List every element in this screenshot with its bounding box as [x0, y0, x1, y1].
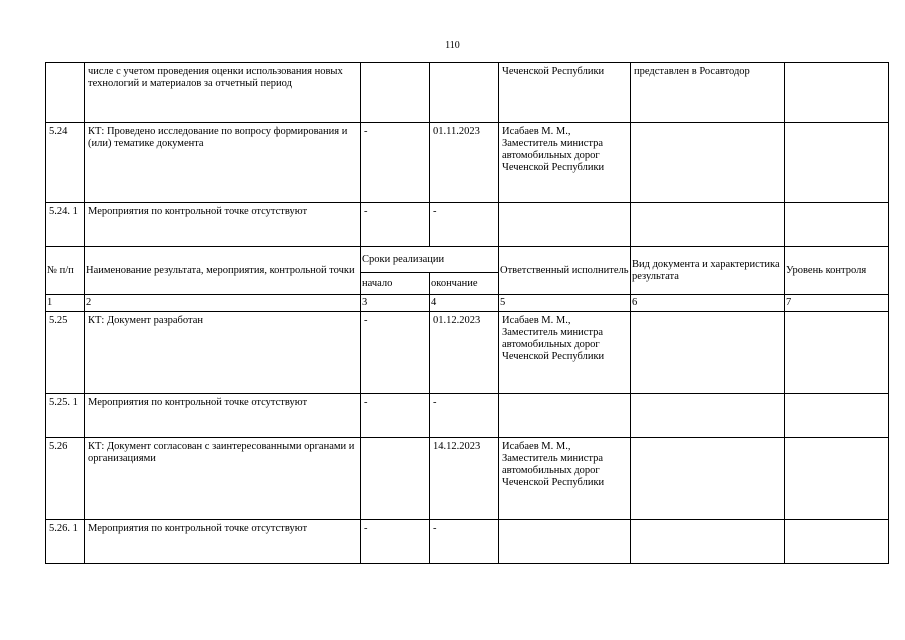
header-idx: 6	[631, 295, 785, 312]
cell-num: 5.26	[46, 438, 85, 520]
header-executor: Ответственный исполнитель	[499, 247, 631, 295]
cell-executor: Исабаев М. М., Заместитель министра автомобильных дорог Чеченской Республики	[499, 123, 631, 203]
cell-start: -	[361, 520, 430, 564]
page-number: 110	[445, 40, 460, 51]
cell-name: Мероприятия по контрольной точке отсутствуют	[85, 203, 361, 247]
cell-end: 01.12.2023	[430, 312, 499, 394]
cell-end	[430, 63, 499, 123]
cell-start	[361, 438, 430, 520]
cell-level	[785, 123, 889, 203]
cell-doc: представлен в Росавтодор	[631, 63, 785, 123]
cell-executor	[499, 394, 631, 438]
header-idx: 5	[499, 295, 631, 312]
cell-start: -	[361, 394, 430, 438]
continued-row	[46, 63, 889, 123]
header-idx: 3	[361, 295, 430, 312]
cell-end: 01.11.2023	[430, 123, 499, 203]
cell-end: -	[430, 394, 499, 438]
cell-name: КТ: Документ разработан	[85, 312, 361, 394]
cell-name: КТ: Проведено исследование по вопросу формирования и (или) тематике документа	[85, 123, 361, 203]
header-dates: Сроки реализации	[361, 247, 499, 273]
header-idx: 7	[785, 295, 889, 312]
cell-start: -	[361, 203, 430, 247]
cell-executor: Исабаев М. М., Заместитель министра автомобильных дорог Чеченской Республики	[499, 438, 631, 520]
cell-level	[785, 394, 889, 438]
table-row	[46, 123, 889, 203]
cell-end: -	[430, 520, 499, 564]
header-idx: 4	[430, 295, 499, 312]
cell-doc	[631, 312, 785, 394]
cell-doc	[631, 123, 785, 203]
cell-level	[785, 438, 889, 520]
table-row	[46, 312, 889, 394]
cell-num: 5.24. 1	[46, 203, 85, 247]
cell-num: 5.26. 1	[46, 520, 85, 564]
rows-before	[46, 123, 889, 247]
cell-name: числе с учетом проведения оценки использования новых технологий и материалов за отчетный период	[85, 63, 361, 123]
cell-end: 14.12.2023	[430, 438, 499, 520]
cell-start: -	[361, 123, 430, 203]
cell-executor: Чеченской Республики	[499, 63, 631, 123]
cell-name: КТ: Документ согласован с заинтересованными органами и организациями	[85, 438, 361, 520]
cell-name: Мероприятия по контрольной точке отсутствуют	[85, 394, 361, 438]
cell-level	[785, 312, 889, 394]
table-row	[46, 203, 889, 247]
cell-doc	[631, 203, 785, 247]
cell-num	[46, 63, 85, 123]
cell-executor	[499, 203, 631, 247]
cell-doc	[631, 394, 785, 438]
cell-executor: Исабаев М. М., Заместитель министра автомобильных дорог Чеченской Республики	[499, 312, 631, 394]
header-idx: 2	[85, 295, 361, 312]
cell-num: 5.25	[46, 312, 85, 394]
header-end: окончание	[430, 273, 499, 295]
cell-start: -	[361, 312, 430, 394]
cell-doc	[631, 438, 785, 520]
cell-num: 5.25. 1	[46, 394, 85, 438]
table-row	[46, 520, 889, 564]
table-row	[46, 438, 889, 520]
header-num: № п/п	[46, 247, 85, 295]
header-doc: Вид документа и характеристика результата	[631, 247, 785, 295]
control-points-table	[45, 62, 889, 564]
header-idx: 1	[46, 295, 85, 312]
header-start: начало	[361, 273, 430, 295]
cell-doc	[631, 520, 785, 564]
cell-end: -	[430, 203, 499, 247]
cell-level	[785, 520, 889, 564]
header-level: Уровень контроля	[785, 247, 889, 295]
cell-executor	[499, 520, 631, 564]
header-name: Наименование результата, мероприятия, контрольной точки	[85, 247, 361, 295]
header-index-row	[46, 295, 889, 312]
cell-level	[785, 63, 889, 123]
header-row	[46, 247, 889, 273]
rows-after	[46, 312, 889, 564]
table-row	[46, 394, 889, 438]
cell-name: Мероприятия по контрольной точке отсутствуют	[85, 520, 361, 564]
cell-level	[785, 203, 889, 247]
cell-start	[361, 63, 430, 123]
cell-num: 5.24	[46, 123, 85, 203]
